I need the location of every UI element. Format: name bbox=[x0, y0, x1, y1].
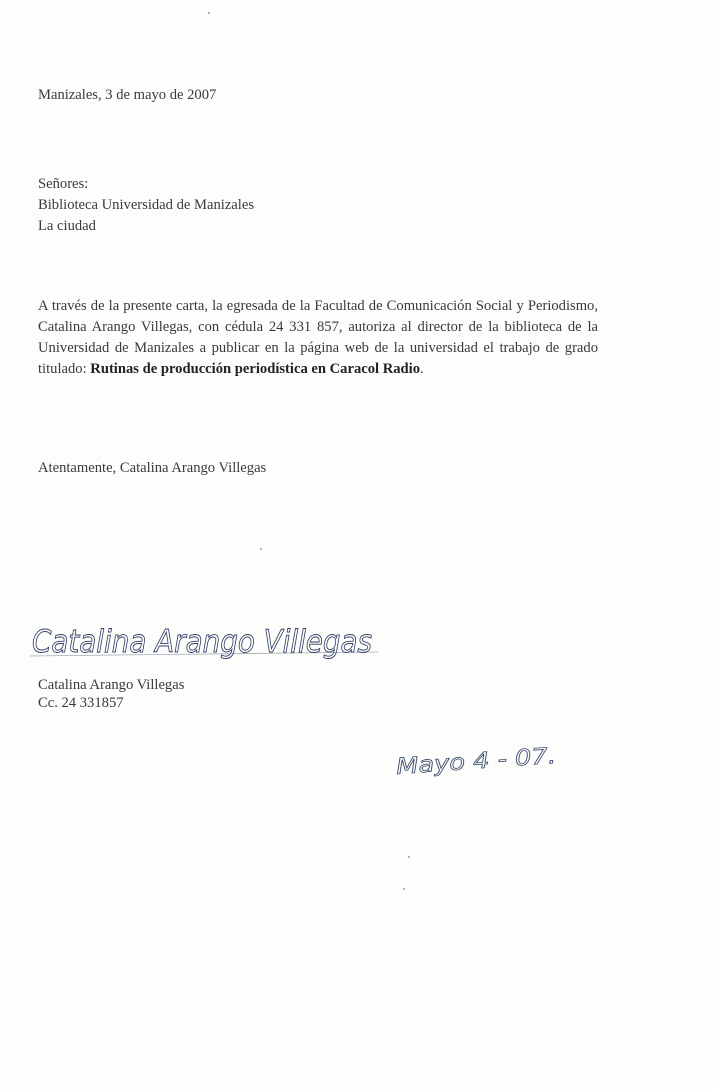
body-end: . bbox=[420, 361, 424, 377]
handwritten-signature bbox=[28, 612, 388, 668]
signer-id: Cc. 24 331857 bbox=[38, 695, 124, 711]
signer-block bbox=[38, 676, 184, 712]
letter-body bbox=[38, 296, 598, 380]
svg-text:Catalina Arango Villegas: Catalina Arango Villegas bbox=[32, 624, 372, 660]
svg-text:Mayo 4 - 07.: Mayo 4 - 07. bbox=[395, 745, 534, 780]
scan-speck bbox=[260, 548, 262, 550]
recipient-block bbox=[38, 174, 254, 237]
recipient-institution: Biblioteca Universidad de Manizales bbox=[38, 197, 254, 213]
date-line: Manizales, 3 de mayo de 2007 bbox=[38, 87, 217, 103]
closing-line: Atentamente, Catalina Arango Villegas bbox=[38, 460, 267, 476]
recipient-city: La ciudad bbox=[38, 218, 96, 234]
signer-name: Catalina Arango Villegas bbox=[38, 677, 185, 693]
scan-speck bbox=[208, 12, 210, 14]
handwritten-date-note bbox=[392, 730, 572, 780]
recipient-salutation: Señores: bbox=[38, 176, 89, 192]
scan-speck bbox=[408, 856, 410, 858]
thesis-title: Rutinas de producción periodística en Caracol Radio bbox=[90, 361, 421, 377]
body-text: A través de la presente carta, la egresada de la Facultad de Comunicación Social y Periodismo, Catalina Arango Villegas, con cédula 24 331 857, autoriza al director de la biblioteca de la Universidad de Manizales a publicar en la página web de la universidad el trabajo de grado titulado: bbox=[38, 298, 598, 377]
scan-speck bbox=[403, 888, 405, 890]
